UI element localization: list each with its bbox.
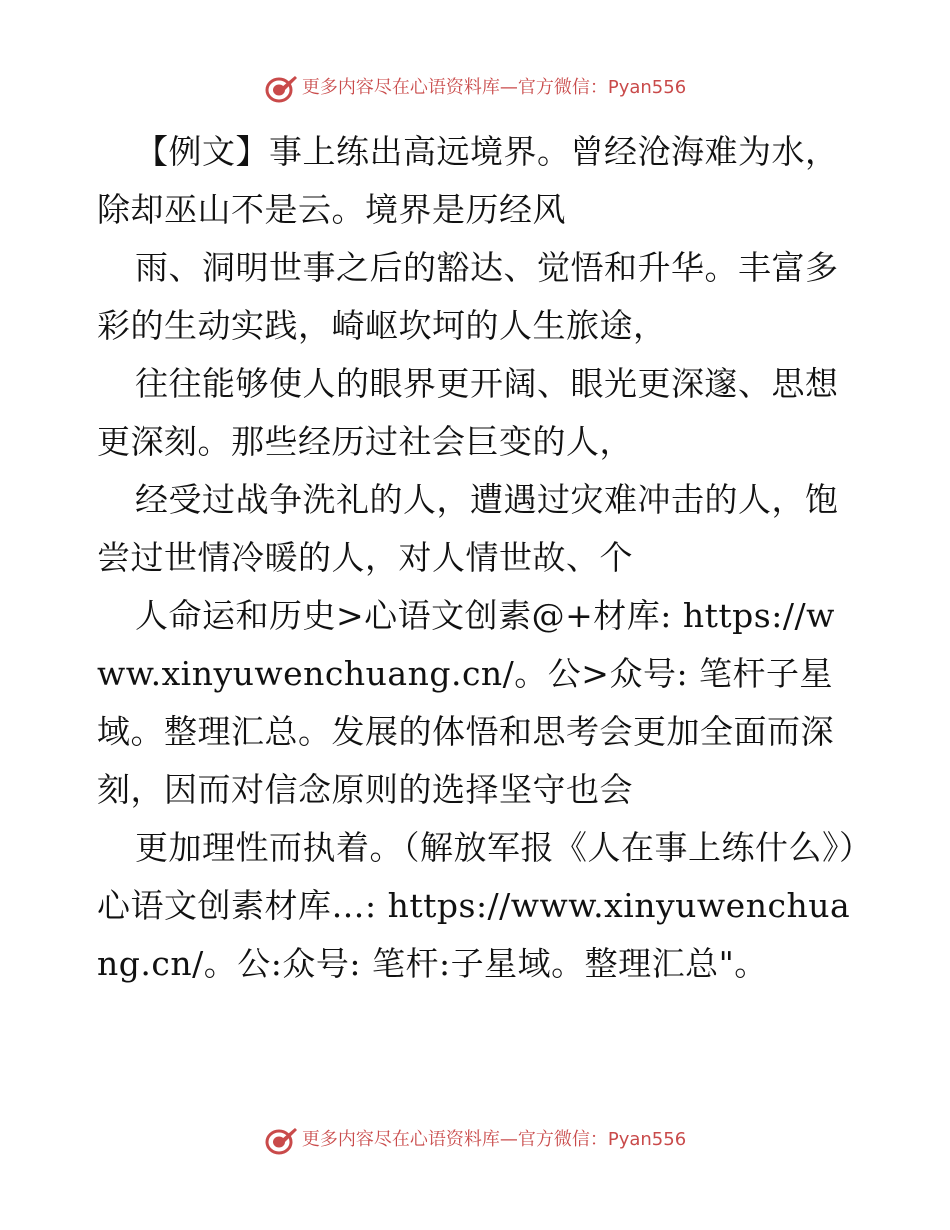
- paragraph: 往往能够使人的眼界更开阔、眼光更深邃、思想更深刻。那些经历过社会巨变的人，: [97, 364, 839, 461]
- header-banner-text: 更多内容尽在心语资料库—官方微信：Pyan556: [301, 77, 687, 98]
- paragraph: 经受过战争洗礼的人，遭遇过灾难冲击的人，饱尝过世情冷暖的人，对人情世故、个: [97, 480, 839, 577]
- paragraph: 人命运和历史>心语文创素@+材库: https://www.xinyuwenchuang.cn/。公>众号: 笔杆子星域。整理汇总。发展的体悟和思考会更加全面而深刻，因而对信念原则的选择坚守也会: [97, 596, 835, 809]
- paragraph: 更加理性而执着。（解放军报《人在事上练什么》）心语文创素材库…: https://www.xinyuwenchuang.cn/。公:众号: 笔杆:子星域。整理汇总"。: [97, 828, 856, 983]
- pen-logo-icon: [264, 73, 298, 103]
- page-footer-banner: [0, 1125, 950, 1155]
- document-body: [97, 123, 857, 993]
- paragraph: 【例文】事上练出高远境界。曾经沧海难为水，除却巫山不是云。境界是历经风: [97, 132, 839, 229]
- page-header-banner: [0, 73, 950, 103]
- footer-banner-text: 更多内容尽在心语资料库—官方微信：Pyan556: [301, 1129, 687, 1150]
- paragraph: 雨、洞明世事之后的豁达、觉悟和升华。丰富多彩的生动实践，崎岖坎坷的人生旅途，: [97, 248, 839, 345]
- pen-logo-icon: [264, 1125, 298, 1155]
